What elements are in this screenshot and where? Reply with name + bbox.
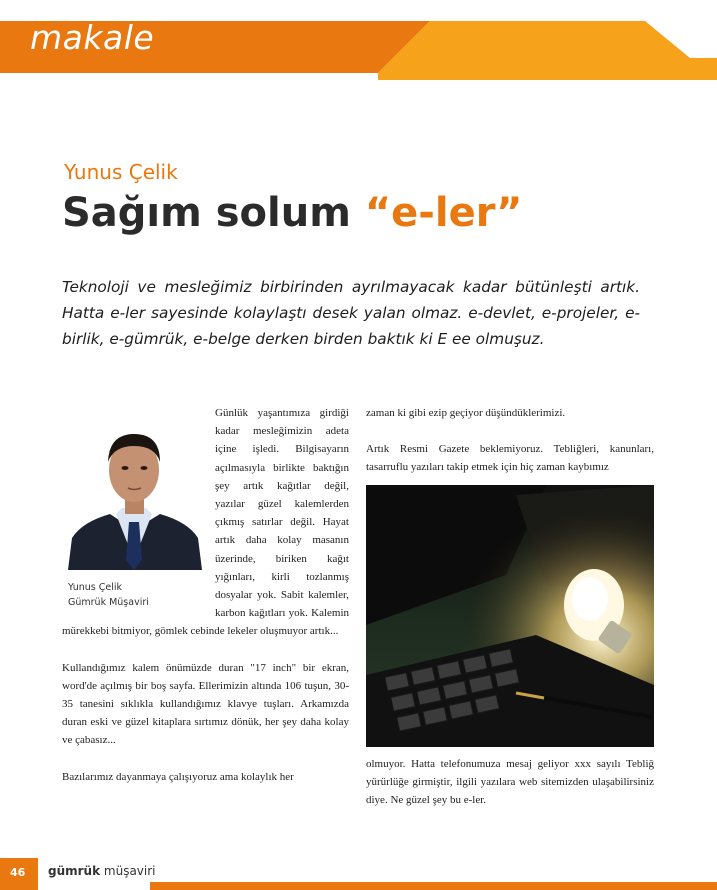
left-paragraph-1: Günlük yaşantımıza girdiği kadar mesleğimizin adeta içine işledi. Bilgisayarın açılmasıyla birlikte baktığın şey artık kağıtlar değil, yazılar güzel kalemlerden çıkmış satırlar değil. Hayat artık daha kolay masanın üzerinde, biriken kağıt yığınları, kirli tozlanmış dosyalar yok. Sabit kalemler, karbon kağıtları yok. Kalemin mürekkebi bitmiyor, gömlek cebinde lekeler oluşmuyor artık... bbox=[62, 407, 349, 638]
caption-title: Gümrük Müşaviri bbox=[68, 597, 149, 608]
brand-light: müşaviri bbox=[100, 864, 156, 878]
magazine-brand bbox=[48, 864, 156, 878]
left-column bbox=[62, 404, 349, 786]
section-label: makale bbox=[30, 18, 155, 57]
right-column bbox=[366, 404, 654, 809]
portrait-caption bbox=[62, 570, 207, 610]
article-author: Yunus Çelik bbox=[64, 160, 178, 184]
right-paragraph-1: zaman ki gibi ezip geçiyor düşündüklerimizi. bbox=[366, 407, 566, 419]
left-paragraph-3: Bazılarımız dayanmaya çalışıyoruz ama kolaylık her bbox=[62, 770, 294, 783]
title-highlight: “e-ler” bbox=[364, 190, 523, 236]
author-portrait bbox=[62, 410, 207, 618]
title-main: Sağım solum bbox=[62, 190, 365, 236]
brand-bold: gümrük bbox=[48, 864, 101, 878]
portrait-photo bbox=[62, 410, 207, 570]
right-paragraph-3: olmuyor. Hatta telefonumuza mesaj geliyor xxx sayılı Tebliğ yürürlüğe girmiştir, ilgili yazılara web sitemizden ulaşabilirsiniz diye. Ne güzel şey bu e-ler. bbox=[366, 757, 654, 807]
lightbulb-keyboard-photo bbox=[366, 485, 654, 747]
right-paragraph-2: Artık Resmi Gazete beklemiyoruz. Tebliğleri, kanunları, tasarruflu yazıları takip etmek için hiç zaman kaybımız bbox=[366, 443, 654, 474]
page-number: 46 bbox=[10, 866, 26, 879]
caption-name: Yunus Çelik bbox=[68, 582, 123, 593]
article-lead: Teknoloji ve mesleğimiz birbirinden ayrılmayacak kadar bütünleşti artık. Hatta e-ler sayesinde kolaylaştı desek yalan olmaz. e-devlet, e-projeler, e-birlik, e-gümrük, e-belge derken birden baktık ki E ee olmuşuz. bbox=[62, 278, 640, 348]
article-title bbox=[62, 190, 522, 236]
left-paragraph-2: Kullandığımız kalem önümüzde duran "17 inch" bir ekran, word'de açılmış bir boş sayfa. Ellerimizin altında 106 tuşun, 30-35 tanesini sıklıkla kullandığımız klavye tuşları. Arkamızda duran eski ve güzel kitaplara sırtımız dönük, her şey daha kolay ve çabasız... bbox=[62, 661, 349, 747]
